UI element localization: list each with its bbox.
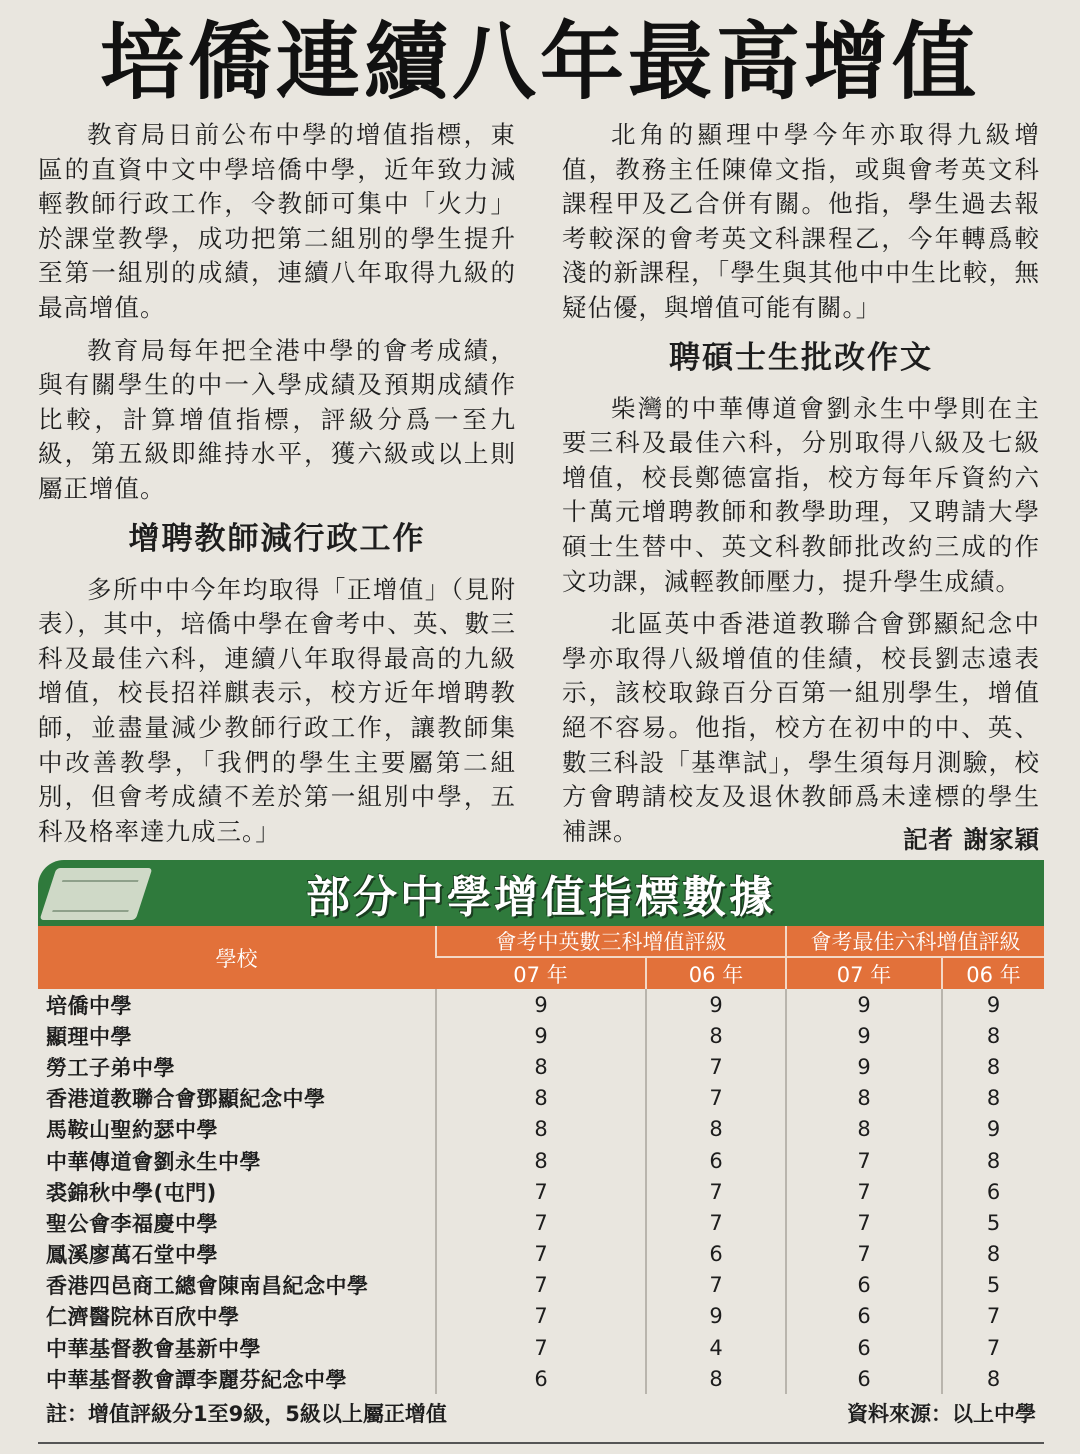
grade-cell: 6 <box>786 1363 942 1394</box>
grade-cell: 6 <box>786 1301 942 1332</box>
grade-cell: 8 <box>942 1363 1044 1394</box>
table-title: 部分中學增值指標數據 <box>306 872 776 923</box>
table-row <box>38 1114 1044 1145</box>
subheading: 增聘教師減行政工作 <box>128 520 426 557</box>
grade-cell: 7 <box>436 1270 646 1301</box>
grade-cell: 7 <box>646 1176 786 1207</box>
article-paragraph: 教育局每年把全港中學的會考成績，與有關學生的中一入學成績及預期成績作比較，計算增值指標，評級分爲一至九級，第五級即維持水平，獲六級或以上則屬正增值。 <box>38 335 516 503</box>
school-name-cell: 聖公會李福慶中學 <box>46 1211 218 1236</box>
grade-cell: 7 <box>436 1239 646 1270</box>
grade-cell: 9 <box>786 1020 942 1051</box>
grade-cell: 7 <box>786 1145 942 1176</box>
grade-cell: 8 <box>786 1083 942 1114</box>
subheading: 聘碩士生批改作文 <box>669 339 933 376</box>
article-paragraph: 多所中中今年均取得「正增值」（見附表），其中，培僑中學在會考中、英、數三科及最佳六科，連續八年取得最高的九級增值，校長招祥麒表示，校方近年增聘教師，並盡量減少教師行政工作，讓教師集中改善教學，「我們的學生主要屬第二組別，但會考成績不差於第一組別中學，五科及格率達九成三。」 <box>38 574 516 846</box>
grade-cell: 6 <box>646 1239 786 1270</box>
school-name-cell: 中華基督教會譚李麗芬紀念中學 <box>46 1367 347 1392</box>
grade-cell: 8 <box>436 1145 646 1176</box>
article-paragraph: 北角的顯理中學今年亦取得九級增值，教務主任陳偉文指，或與會考英文科課程甲及乙合併有關。他指，學生過去報考較深的會考英文科課程乙，今年轉爲較淺的新課程，「學生與其他中中生比較，無疑佔優，與增值可能有關。」 <box>562 120 1040 322</box>
grade-cell: 9 <box>942 989 1044 1020</box>
table-footer <box>38 1398 1044 1428</box>
grade-cell: 6 <box>436 1363 646 1394</box>
school-name-cell: 裘錦秋中學(屯門) <box>46 1180 217 1205</box>
table-banner <box>38 860 1044 926</box>
grade-cell: 8 <box>942 1239 1044 1270</box>
value-added-table <box>38 926 1044 1394</box>
grade-cell: 8 <box>436 1051 646 1082</box>
bottom-rule <box>38 1442 1044 1444</box>
grade-cell: 7 <box>646 1207 786 1238</box>
school-name-cell: 鳳溪廖萬石堂中學 <box>46 1243 218 1268</box>
school-name-cell: 香港四邑商工總會陳南昌紀念中學 <box>46 1274 369 1299</box>
byline: 記者 謝家穎 <box>902 825 1040 855</box>
grade-cell: 6 <box>646 1145 786 1176</box>
grade-cell: 8 <box>436 1083 646 1114</box>
grade-cell: 4 <box>646 1332 786 1363</box>
grade-cell: 7 <box>942 1332 1044 1363</box>
grade-cell: 7 <box>942 1301 1044 1332</box>
header-group-best-six: 會考最佳六科增值評級 <box>786 926 1044 957</box>
grade-cell: 8 <box>942 1083 1044 1114</box>
school-name-cell: 中華傳道會劉永生中學 <box>46 1149 261 1174</box>
table-row <box>38 989 1044 1020</box>
grade-cell: 7 <box>646 1051 786 1082</box>
table-row <box>38 1207 1044 1238</box>
grade-cell: 9 <box>942 1114 1044 1145</box>
grade-cell: 7 <box>436 1332 646 1363</box>
notebook-icon <box>40 868 153 920</box>
grade-cell: 9 <box>436 1020 646 1051</box>
table-body <box>38 989 1044 1394</box>
header-year-07: 07 年 <box>786 957 942 989</box>
grade-cell: 8 <box>942 1145 1044 1176</box>
school-name-cell: 仁濟醫院林百欣中學 <box>46 1305 240 1330</box>
header-year-07: 07 年 <box>436 957 646 989</box>
table-row <box>38 1176 1044 1207</box>
school-name-cell: 勞工子弟中學 <box>46 1055 175 1080</box>
grade-cell: 6 <box>942 1176 1044 1207</box>
grade-cell: 7 <box>786 1207 942 1238</box>
grade-cell: 7 <box>786 1239 942 1270</box>
header-year-06: 06 年 <box>942 957 1044 989</box>
grade-cell: 8 <box>646 1020 786 1051</box>
grade-cell: 7 <box>436 1301 646 1332</box>
table-row <box>38 1332 1044 1363</box>
grade-cell: 5 <box>942 1270 1044 1301</box>
grade-cell: 7 <box>436 1207 646 1238</box>
article-paragraph: 北區英中香港道教聯合會鄧顯紀念中學亦取得八級增值的佳績，校長劉志遠表示，該校取錄百分百第一組別學生，增值絕不容易。他指，校方在初中的中、英、數三科設「基準試」，學生須每月測驗，校方會聘請校友及退休教師爲未達標的學生補課。 <box>562 609 1040 846</box>
grade-cell: 9 <box>786 989 942 1020</box>
grade-cell: 8 <box>646 1363 786 1394</box>
grade-cell: 5 <box>942 1207 1044 1238</box>
header-school: 學校 <box>38 926 436 989</box>
school-name-cell: 中華基督教會基新中學 <box>46 1336 261 1361</box>
grade-cell: 6 <box>786 1270 942 1301</box>
table-note: 註：增值評級分1至9級，5級以上屬正增值 <box>46 1402 447 1427</box>
grade-cell: 8 <box>646 1114 786 1145</box>
grade-cell: 9 <box>646 989 786 1020</box>
grade-cell: 9 <box>646 1301 786 1332</box>
table-row <box>38 1363 1044 1394</box>
article-paragraph: 柴灣的中華傳道會劉永生中學則在主要三科及最佳六科，分別取得八級及七級增值，校長鄭德富指，校方每年斥資約六十萬元增聘教師和教學助理，又聘請大學碩士生替中、英文科教師批改約三成的作文功課，減輕教師壓力，提升學生成績。 <box>562 393 1040 596</box>
table-row <box>38 1239 1044 1270</box>
school-name-cell: 培僑中學 <box>46 993 132 1018</box>
grade-cell: 7 <box>436 1176 646 1207</box>
table-row <box>38 1145 1044 1176</box>
grade-cell: 7 <box>646 1270 786 1301</box>
grade-cell: 8 <box>436 1114 646 1145</box>
table-row <box>38 1051 1044 1082</box>
grade-cell: 9 <box>786 1051 942 1082</box>
headline: 培僑連續八年最高增值 <box>99 13 980 111</box>
table-row <box>38 1083 1044 1114</box>
grade-cell: 7 <box>786 1176 942 1207</box>
table-row <box>38 1020 1044 1051</box>
table-source: 資料來源：以上中學 <box>847 1402 1036 1427</box>
header-year-06: 06 年 <box>646 957 786 989</box>
value-added-table-panel <box>38 860 1044 1440</box>
grade-cell: 6 <box>786 1332 942 1363</box>
header-group-core-subjects: 會考中英數三科增值評級 <box>436 926 786 957</box>
right-column <box>562 118 1040 856</box>
grade-cell: 8 <box>786 1114 942 1145</box>
grade-cell: 8 <box>942 1020 1044 1051</box>
left-column <box>38 118 516 857</box>
grade-cell: 7 <box>646 1083 786 1114</box>
article-paragraph: 教育局日前公布中學的增值指標，東區的直資中文中學培僑中學，近年致力減輕教師行政工作，令教師可集中「火力」於課堂教學，成功把第二組別的學生提升至第一組別的成績，連續八年取得九級的最高增值。 <box>38 120 516 322</box>
table-row <box>38 1301 1044 1332</box>
grade-cell: 9 <box>436 989 646 1020</box>
school-name-cell: 馬鞍山聖約瑟中學 <box>46 1118 218 1143</box>
school-name-cell: 香港道教聯合會鄧顯紀念中學 <box>46 1087 326 1112</box>
grade-cell: 8 <box>942 1051 1044 1082</box>
school-name-cell: 顯理中學 <box>46 1024 132 1049</box>
table-row <box>38 1270 1044 1301</box>
